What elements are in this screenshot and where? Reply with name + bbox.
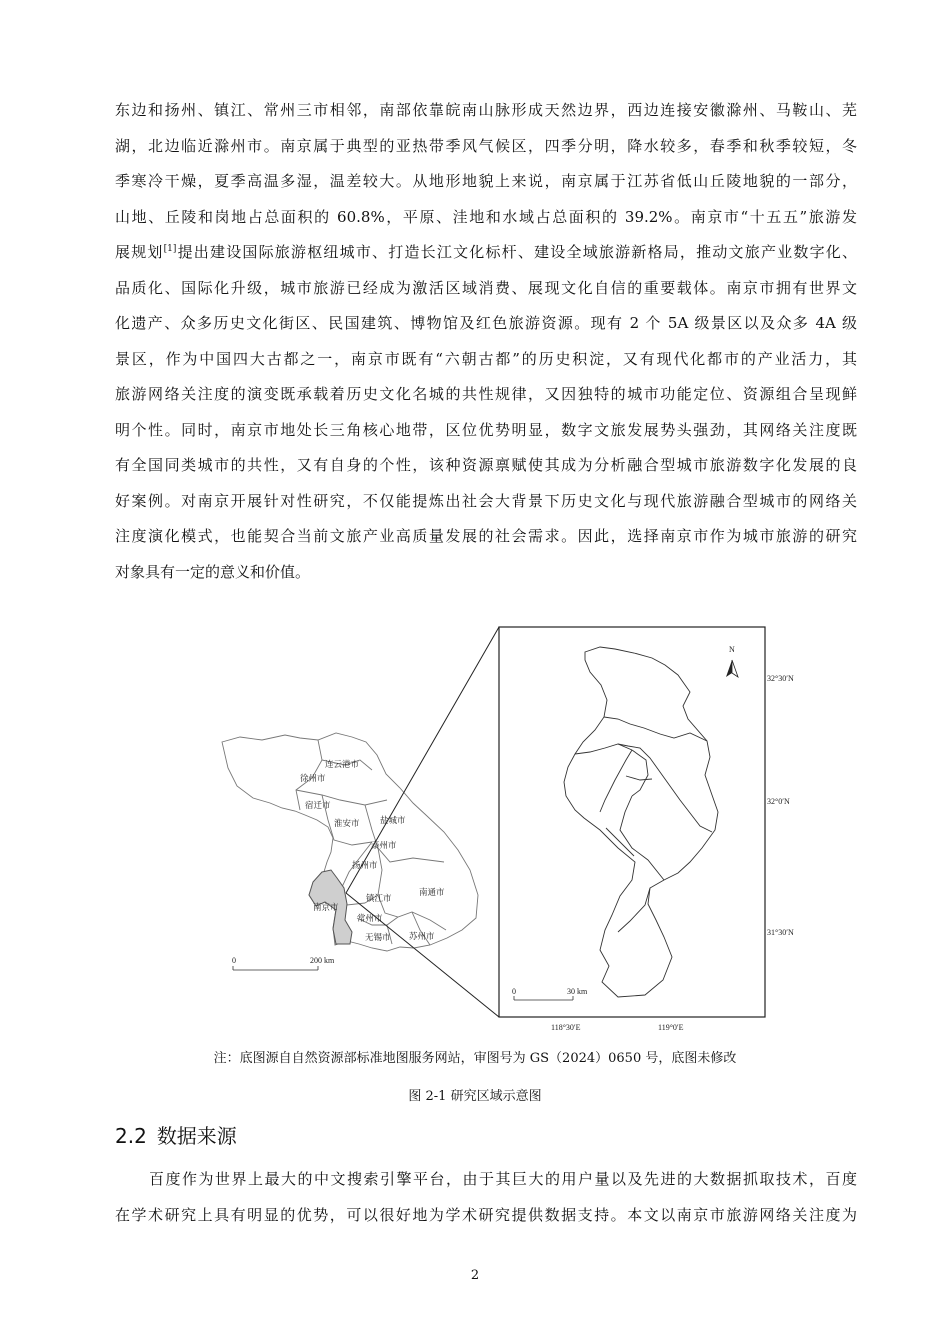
scale-bar-left xyxy=(233,966,318,970)
text-line: 景区，作为中国四大古都之一，南京市既有“六朝古都”的历史积淀，又有现代化都市的产业活力，其 xyxy=(115,349,857,368)
lon-label: 119°0′E xyxy=(658,1023,684,1032)
label-taizhou: 泰州市 xyxy=(371,841,397,851)
lon-label: 118°30′E xyxy=(551,1023,581,1032)
text-line: 明个性。同时，南京市地处长三角核心地带，区位优势明显，数字文旅发展势头强劲，其网络关注度既 xyxy=(115,420,857,439)
section-title: 数据来源 xyxy=(156,1124,237,1148)
lat-label: 32°0′N xyxy=(767,797,790,806)
scale-left-end: 200 km xyxy=(310,956,335,965)
page-number: 2 xyxy=(470,1268,480,1283)
scale-right-end: 30 km xyxy=(567,987,588,996)
label-yancheng: 盐城市 xyxy=(380,816,406,826)
text-line: 展规划[1]提出建设国际旅游枢纽城市、打造长江文化标杆、建设全域旅游新格局，推动文旅产业数字化、 xyxy=(115,243,857,261)
text-line: 对象具有一定的意义和价值。 xyxy=(115,562,311,581)
label-nantong: 南通市 xyxy=(419,888,445,898)
label-yangzhou: 扬州市 xyxy=(352,861,378,871)
city-labels xyxy=(300,759,445,943)
label-xuzhou: 徐州市 xyxy=(300,774,326,784)
label-wuxi: 无锡市 xyxy=(365,933,391,943)
inset-frame xyxy=(499,627,765,1017)
lat-label: 32°30′N xyxy=(767,674,794,683)
body-paragraph-2 xyxy=(115,1162,857,1233)
label-huaian: 淮安市 xyxy=(334,819,360,829)
lat-label: 31°30′N xyxy=(767,928,794,937)
figure-note: 注：底图源自自然资源部标准地图服务网站，审图号为 GS（2024）0650 号，底图未修改 xyxy=(213,1051,737,1066)
label-nanjing: 南京市 xyxy=(313,903,339,913)
scale-right-zero: 0 xyxy=(512,987,516,996)
text-line: 注度演化模式，也能契合当前文旅产业高质量发展的社会需求。因此，选择南京市作为城市旅游的研究 xyxy=(115,527,857,545)
label-suqian: 宿迁市 xyxy=(305,801,331,811)
text-line: 在学术研究上具有明显的优势，可以很好地为学术研究提供数据支持。本文以南京市旅游网络关注度为 xyxy=(115,1205,857,1224)
section-heading xyxy=(115,1120,237,1149)
text-line: 有全国同类城市的共性，又有自身的个性，该种资源禀赋使其成为分析融合型城市旅游数字化发展的良 xyxy=(115,456,857,474)
label-lianyungang: 连云港市 xyxy=(325,760,360,770)
scale-left-zero: 0 xyxy=(232,956,236,965)
text-line: 品质化、国际化升级，城市旅游已经成为激活区域消费、展现文化自信的重要载体。南京市拥有世界文 xyxy=(115,278,857,297)
text-line: 山地、丘陵和岗地占总面积的 60.8%，平原、洼地和水域占总面积的 39.2%。南京市“十五五”旅游发 xyxy=(115,207,857,226)
figure-caption: 图 2-1 研究区域示意图 xyxy=(408,1089,542,1104)
text-line: 旅游网络关注度的演变既承载着历史文化名城的共性规律，又因独特的城市功能定位、资源组合呈现鲜 xyxy=(115,385,857,403)
north-label: N xyxy=(729,645,735,654)
text-line: 化遗产、众多历史文化街区、民国建筑、博物馆及红色旅游资源。现有 2 个 5A 级景区以及众多 4A 级 xyxy=(115,314,857,332)
zoom-connector-lines xyxy=(346,627,499,1017)
city-border xyxy=(365,805,444,862)
label-suzhou: 苏州市 xyxy=(409,932,435,942)
text-line: 东边和扬州、镇江、常州三市相邻，南部依靠皖南山脉形成天然边界，西边连接安徽滁州、马鞍山、芜 xyxy=(115,101,857,119)
text-line: 湖，北边临近滁州市。南京属于典型的亚热带季风气候区，四季分明，降水较多，春季和秋季较短，冬 xyxy=(115,136,857,155)
text-line: 季寒冷干燥，夏季高温多湿，温差较大。从地形地貌上来说，南京属于江苏省低山丘陵地貌的一部分， xyxy=(115,172,857,190)
section-number: 2.2 xyxy=(115,1124,147,1148)
text-line: 好案例。对南京开展针对性研究，不仅能提炼出社会大背景下历史文化与现代旅游融合型城市的网络关 xyxy=(115,491,857,510)
label-changzhou: 常州市 xyxy=(357,914,383,924)
text-line: 百度作为世界上最大的中文搜索引擎平台，由于其巨大的用户量以及先进的大数据抓取技术，百度 xyxy=(149,1170,857,1188)
label-zhenjiang: 镇江市 xyxy=(366,894,392,904)
